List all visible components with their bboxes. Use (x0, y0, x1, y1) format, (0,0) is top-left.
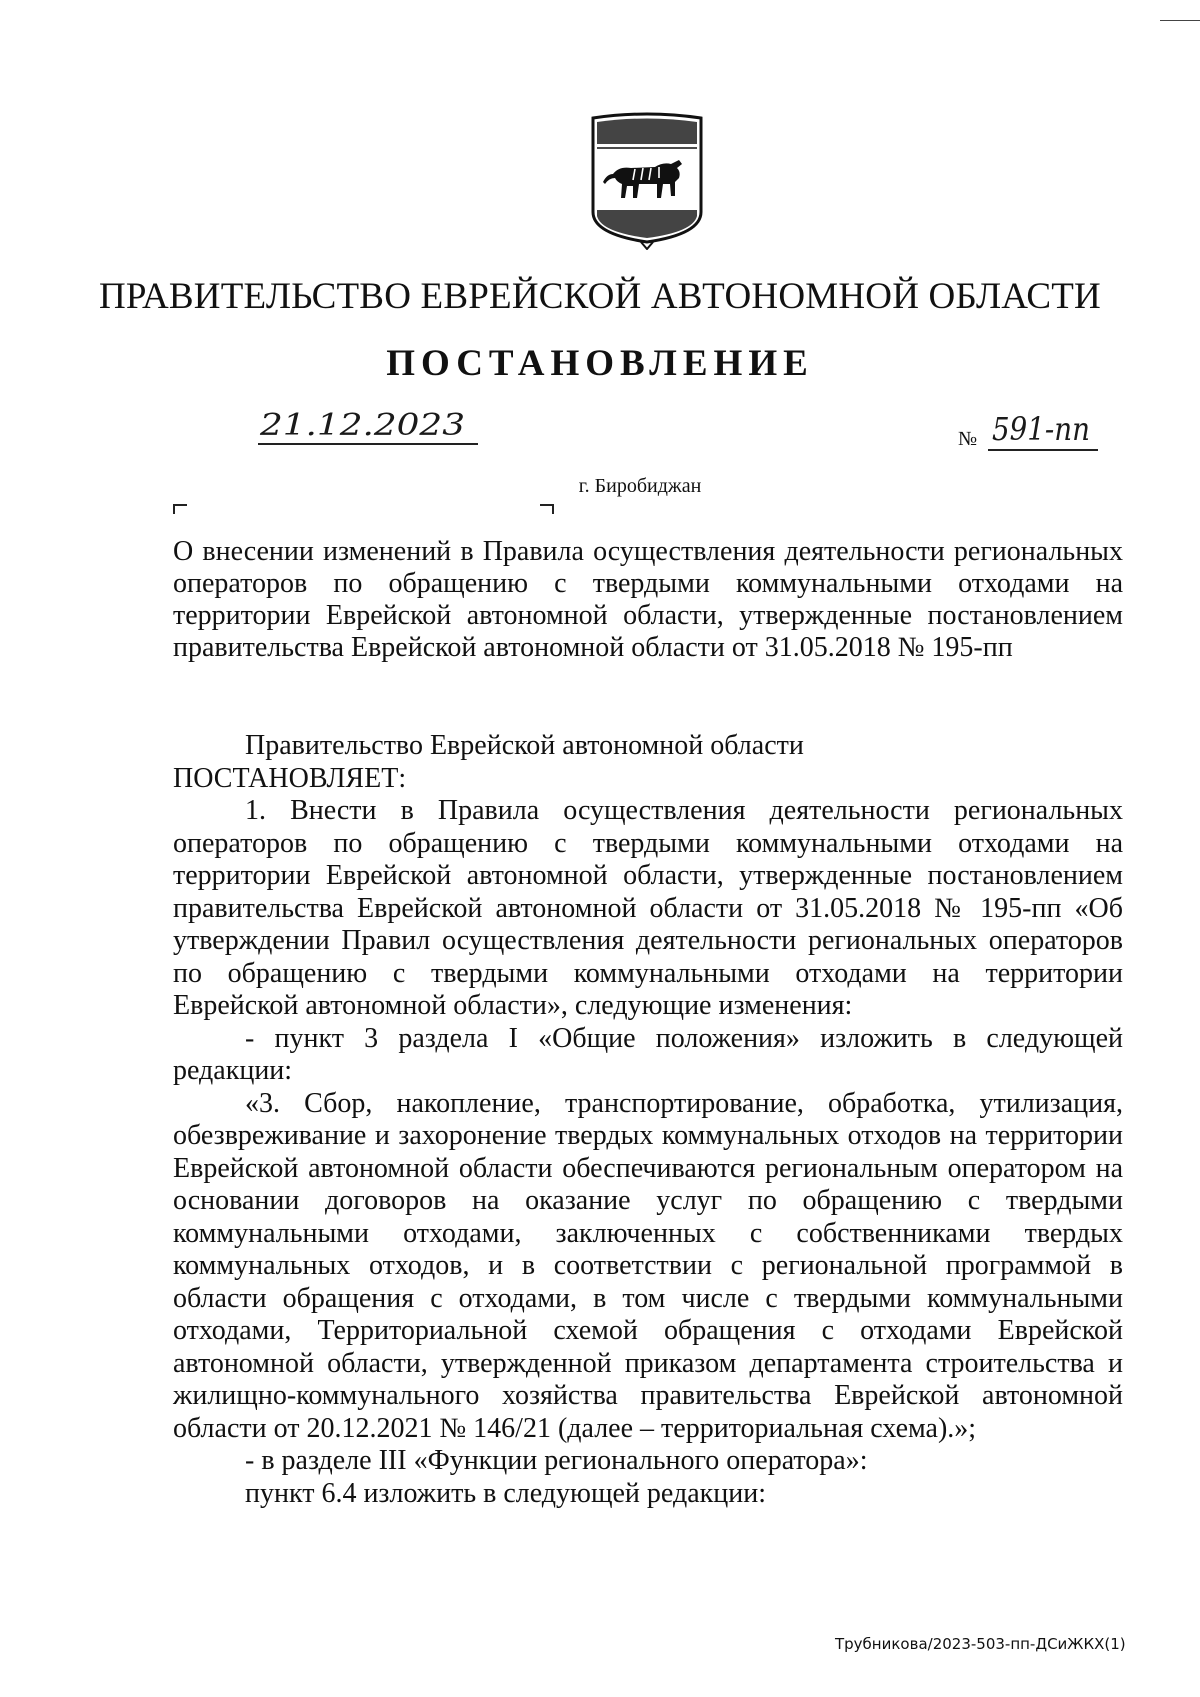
scan-mark-line (1160, 20, 1200, 21)
coat-of-arms-tiger-icon (589, 112, 705, 250)
body-paragraph-2: - пункт 3 раздела I «Общие положения» изложить в следующей редакции: (173, 1022, 1123, 1086)
number-sign: № (958, 428, 978, 450)
city-line: г. Биробиджан (578, 475, 702, 497)
body-decree: ПОСТАНОВЛЯЕТ: (173, 762, 407, 794)
handwritten-date (258, 408, 476, 442)
body-paragraph-1: 1. Внести в Правила осуществления деятельности региональных операторов по обращению с твердыми коммунальными отходами на территории Еврейской автономной области, утвержденные постановлением правительства Еврейской автономной области от 31.05.2018 № 195-пп «Об утверждении Правил осуществления деятельности региональных операторов по обращению с твердыми коммунальными отходами на территории Еврейской автономной области», следующие изменения: (173, 795, 1123, 1021)
footer-reference: Трубникова/2023-503-пп-ДСиЖКХ(1) (835, 1635, 1126, 1653)
document-subject: О внесении изменений в Правила осуществления деятельности региональных операторов по обращению с твердыми коммунальными отходами на территории Еврейской автономной области, утвержденные постановлением правительства Еврейской автономной области от 31.05.2018 № 195-пп (173, 536, 1123, 663)
body-paragraph-5: пункт 6.4 изложить в следующей редакции: (245, 1477, 766, 1509)
document-type-title: ПОСТАНОВЛЕНИЕ (386, 343, 814, 384)
body-paragraph-3: «3. Сбор, накопление, транспортирование, обработка, утилизация, обезвреживание и захоронение твердых коммунальных отходов на территории Еврейской автономной области обеспечиваются региональным оператором на основании договоров на оказание услуг по обращению с твердыми коммунальными отходами, заключенных с собственниками твердых коммунальных отходов, и в соответствии с региональной программой в области обращения с отходами, в том числе с твердыми коммунальными отходами, Территориальной схемой обращения с отходами Еврейской автономной области, утвержденной приказом департамента строительства и жилищно-коммунального хозяйства правительства Еврейской автономной области от 20.12.2021 № 146/21 (далее – территориальная схема).»; (173, 1087, 1123, 1444)
handwritten-number-text: 591-пп (992, 410, 1090, 448)
document-body (173, 730, 1123, 1510)
date-underline (258, 443, 478, 445)
government-title: ПРАВИТЕЛЬСТВО ЕВРЕЙСКОЙ АВТОНОМНОЙ ОБЛАСТИ (99, 276, 1101, 317)
subject-corner-right (540, 504, 554, 514)
subject-corner-left (173, 504, 187, 514)
number-underline (988, 449, 1098, 451)
body-paragraph-4: - в разделе III «Функции регионального оператора»: (245, 1445, 868, 1476)
body-intro: Правительство Еврейской автономной области (245, 730, 804, 761)
handwritten-number (990, 408, 1095, 448)
handwritten-date-text: 21.12.2023 (258, 408, 465, 442)
